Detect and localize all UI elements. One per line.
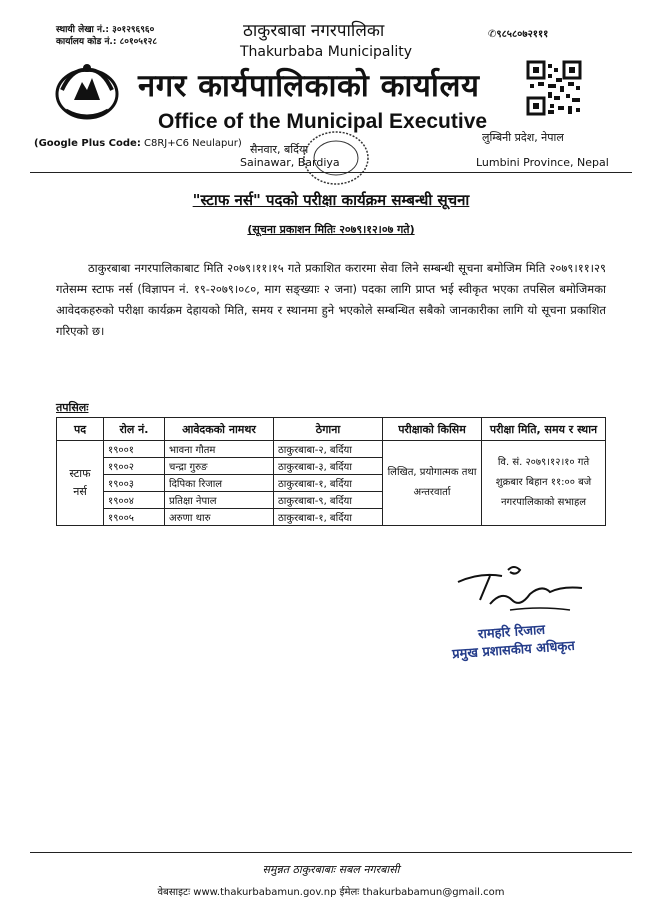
registration-office-code: कार्यालय कोड नं.: ८०१०५१२८ bbox=[56, 37, 158, 47]
nepal-emblem-logo bbox=[52, 60, 122, 122]
roll-cell: १९००४ bbox=[104, 492, 165, 509]
col-roll: रोल नं. bbox=[104, 418, 165, 441]
col-exam-schedule: परीक्षा मिति, समय र स्थान bbox=[482, 418, 606, 441]
roll-cell: १९००१ bbox=[104, 441, 165, 458]
official-seal bbox=[300, 128, 372, 188]
office-name-np: नगर कार्यपालिकाको कार्यालय bbox=[138, 68, 480, 104]
email-link[interactable]: thakurbabamun@gmail.com bbox=[362, 887, 505, 898]
website-label: वेबसाइटः bbox=[157, 887, 191, 898]
col-name: आवेदकको नामथर bbox=[165, 418, 274, 441]
roll-cell: १९००३ bbox=[104, 475, 165, 492]
table-row bbox=[57, 441, 606, 458]
name-cell: दिपिका रिजाल bbox=[165, 475, 274, 492]
plus-code-label: (Google Plus Code: bbox=[34, 138, 141, 149]
notice-body: ठाकुरबाबा नगरपालिकाबाट मिति २०७९।११।१५ गते प्रकाशित करारमा सेवा लिने सम्बन्धी सूचना बमोजिम मिति २०७९।११।२९ गतेसम्म स्टाफ नर्स (विज्ञापन नं. १९-२०७९।०८०, माग सङ्ख्याः २ जना) पदका लागि प्राप्त भई स्वीकृत भएका तपसिल बमोजिमका आवेदकहरुको परीक्षा कार्यक्रम देहायको मिति, समय र स्थानमा हुने भएकोले सम्बन्धित सबैको जानकारीका लागि यो सूचना प्रकाशित गरिएको छ। bbox=[56, 261, 606, 338]
plus-code-value: C8RJ+C6 Neulapur) bbox=[144, 138, 242, 149]
province-np: लुम्बिनी प्रदेश, नेपाल bbox=[482, 131, 564, 144]
header-divider bbox=[30, 172, 632, 173]
table-header-row bbox=[57, 418, 606, 441]
province-en: Lumbini Province, Nepal bbox=[476, 156, 609, 169]
footer-slogan: समुन्नत ठाकुरबाबाः सबल नगरबासी bbox=[262, 863, 400, 876]
roll-cell: १९००५ bbox=[104, 509, 165, 526]
qr-code bbox=[526, 60, 582, 116]
name-cell: भावना गौतम bbox=[165, 441, 274, 458]
col-address: ठेगाना bbox=[274, 418, 383, 441]
exam-type-cell: लिखित, प्रयोगात्मक तथा अन्तरवार्ता bbox=[383, 441, 482, 526]
registration-info bbox=[56, 24, 157, 48]
name-cell: चन्द्रा गुरुङ bbox=[165, 458, 274, 475]
website-link[interactable]: www.thakurbabamun.gov.np bbox=[193, 887, 337, 898]
footer-divider bbox=[30, 852, 632, 853]
address-cell: ठाकुरबाबा-२, बर्दिया bbox=[274, 441, 383, 458]
signatory-title: प्रमुख प्रशासकीय अधिकृत bbox=[451, 638, 576, 663]
name-cell: प्रतिक्षा नेपाल bbox=[165, 492, 274, 509]
email-label: ईमेलः bbox=[339, 887, 360, 898]
registration-pan: स्थायी लेखा नं.: ३०१२९६९६० bbox=[56, 25, 155, 35]
handwritten-signature bbox=[450, 560, 590, 620]
address-cell: ठाकुरबाबा-९, बर्दिया bbox=[274, 492, 383, 509]
location-np: सैनवार, बर्दिया bbox=[250, 143, 309, 156]
exam-schedule-cell: वि. सं. २०७९।१२।१० गते शुक्रबार बिहान ११:०० बजे नगरपालिकाको सभाहल bbox=[482, 441, 606, 526]
phone-number: ✆९८५८०७२१११ bbox=[488, 29, 549, 40]
col-exam-type: परीक्षाको किसिम bbox=[383, 418, 482, 441]
exam-schedule-table bbox=[56, 417, 606, 526]
col-post: पद bbox=[57, 418, 104, 441]
notice-title: "स्टाफ नर्स" पदको परीक्षा कार्यक्रम सम्बन्धी सूचना bbox=[192, 191, 470, 209]
footer-contact bbox=[0, 884, 662, 898]
signatory-name: रामहरि रिजाल bbox=[477, 622, 546, 643]
office-name-en: Office of the Municipal Executive bbox=[158, 110, 488, 133]
address-cell: ठाकुरबाबा-३, बर्दिया bbox=[274, 458, 383, 475]
plus-code bbox=[34, 138, 242, 149]
address-cell: ठाकुरबाबा-१, बर्दिया bbox=[274, 475, 383, 492]
tapsil-label: तपसिलः bbox=[56, 401, 89, 414]
municipality-name-en: Thakurbaba Municipality bbox=[240, 44, 413, 60]
location-en: Sainawar, Bardiya bbox=[240, 156, 340, 169]
post-cell: स्टाफ नर्स bbox=[57, 441, 104, 526]
name-cell: अरुणा थारु bbox=[165, 509, 274, 526]
address-cell: ठाकुरबाबा-१, बर्दिया bbox=[274, 509, 383, 526]
municipality-name-np: ठाकुरबाबा नगरपालिका bbox=[243, 21, 385, 41]
roll-cell: १९००२ bbox=[104, 458, 165, 475]
publication-date: (सूचना प्रकाशन मितिः २०७९।१२।०७ गते) bbox=[247, 223, 415, 236]
